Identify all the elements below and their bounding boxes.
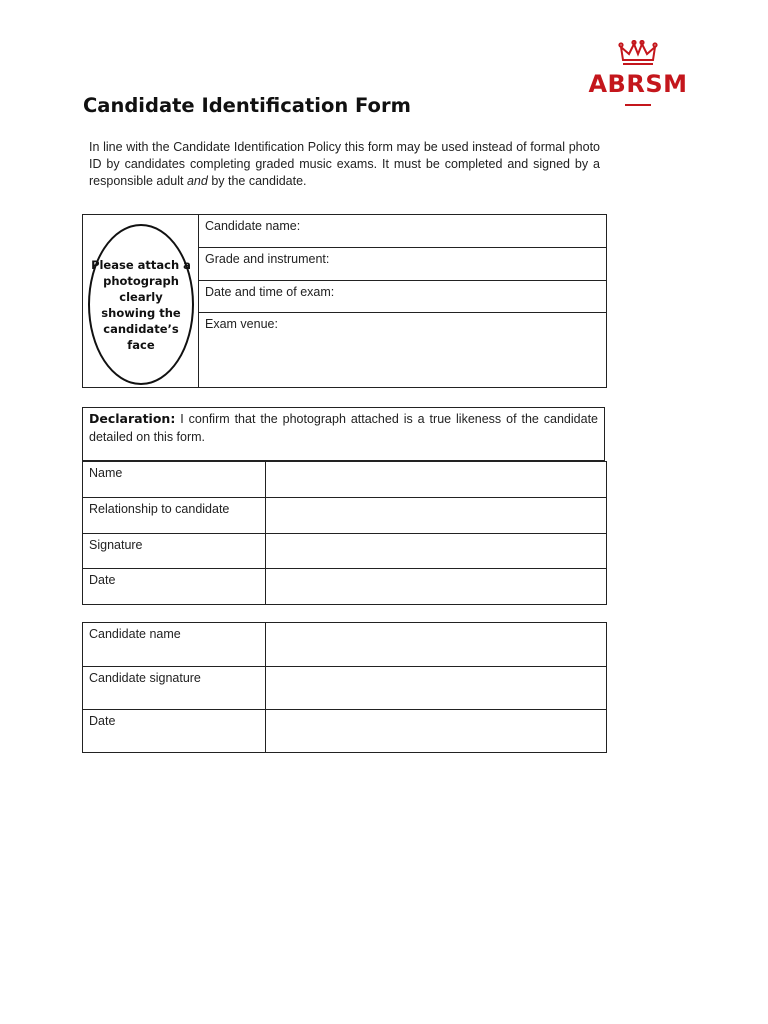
candidate-name-input[interactable] bbox=[266, 623, 607, 667]
exam-venue-field[interactable]: Exam venue: bbox=[199, 313, 607, 388]
relationship-label: Relationship to candidate bbox=[83, 498, 266, 534]
candidate-name-field[interactable]: Candidate name: bbox=[199, 215, 607, 248]
intro-paragraph bbox=[89, 139, 600, 190]
responsible-adult-table bbox=[82, 461, 607, 605]
adult-name-label: Name bbox=[83, 462, 266, 498]
photo-placeholder-oval bbox=[88, 224, 194, 385]
adult-signature-input[interactable] bbox=[266, 534, 607, 569]
abrsm-logo bbox=[586, 40, 690, 110]
grade-instrument-field[interactable]: Grade and instrument: bbox=[199, 248, 607, 281]
candidate-name-label: Candidate name bbox=[83, 623, 266, 667]
adult-date-label: Date bbox=[83, 569, 266, 605]
intro-emphasis: and bbox=[186, 174, 208, 188]
intro-text-start: In line with the Candidate Identification Policy this form may be used instead of formal photo ID by candidates completing graded music exams. It must be completed and signed by a responsible adult bbox=[89, 140, 600, 188]
candidate-sign-table bbox=[82, 622, 607, 753]
exam-date-time-field[interactable]: Date and time of exam: bbox=[199, 281, 607, 313]
declaration-text: I confirm that the photograph attached is a true likeness of the candidate detailed on this form. bbox=[89, 412, 598, 444]
candidate-date-input[interactable] bbox=[266, 710, 607, 753]
photo-cell[interactable] bbox=[83, 215, 199, 388]
intro-text-end: by the candidate. bbox=[207, 174, 307, 188]
adult-name-input[interactable] bbox=[266, 462, 607, 498]
relationship-input[interactable] bbox=[266, 498, 607, 534]
logo-wordmark: ABRSM bbox=[588, 70, 688, 98]
adult-signature-label: Signature bbox=[83, 534, 266, 569]
exam-details-table bbox=[82, 214, 607, 388]
page-title: Candidate Identification Form bbox=[83, 94, 411, 117]
adult-date-input[interactable] bbox=[266, 569, 607, 605]
declaration-label: Declaration: bbox=[89, 411, 176, 426]
crown-icon bbox=[618, 40, 658, 68]
candidate-date-label: Date bbox=[83, 710, 266, 753]
logo-underline bbox=[625, 104, 651, 106]
candidate-signature-input[interactable] bbox=[266, 667, 607, 710]
candidate-signature-label: Candidate signature bbox=[83, 667, 266, 710]
photo-instruction: Please attach a photograph clearly showing the candidate’s face bbox=[91, 257, 191, 352]
declaration-box bbox=[82, 407, 605, 461]
